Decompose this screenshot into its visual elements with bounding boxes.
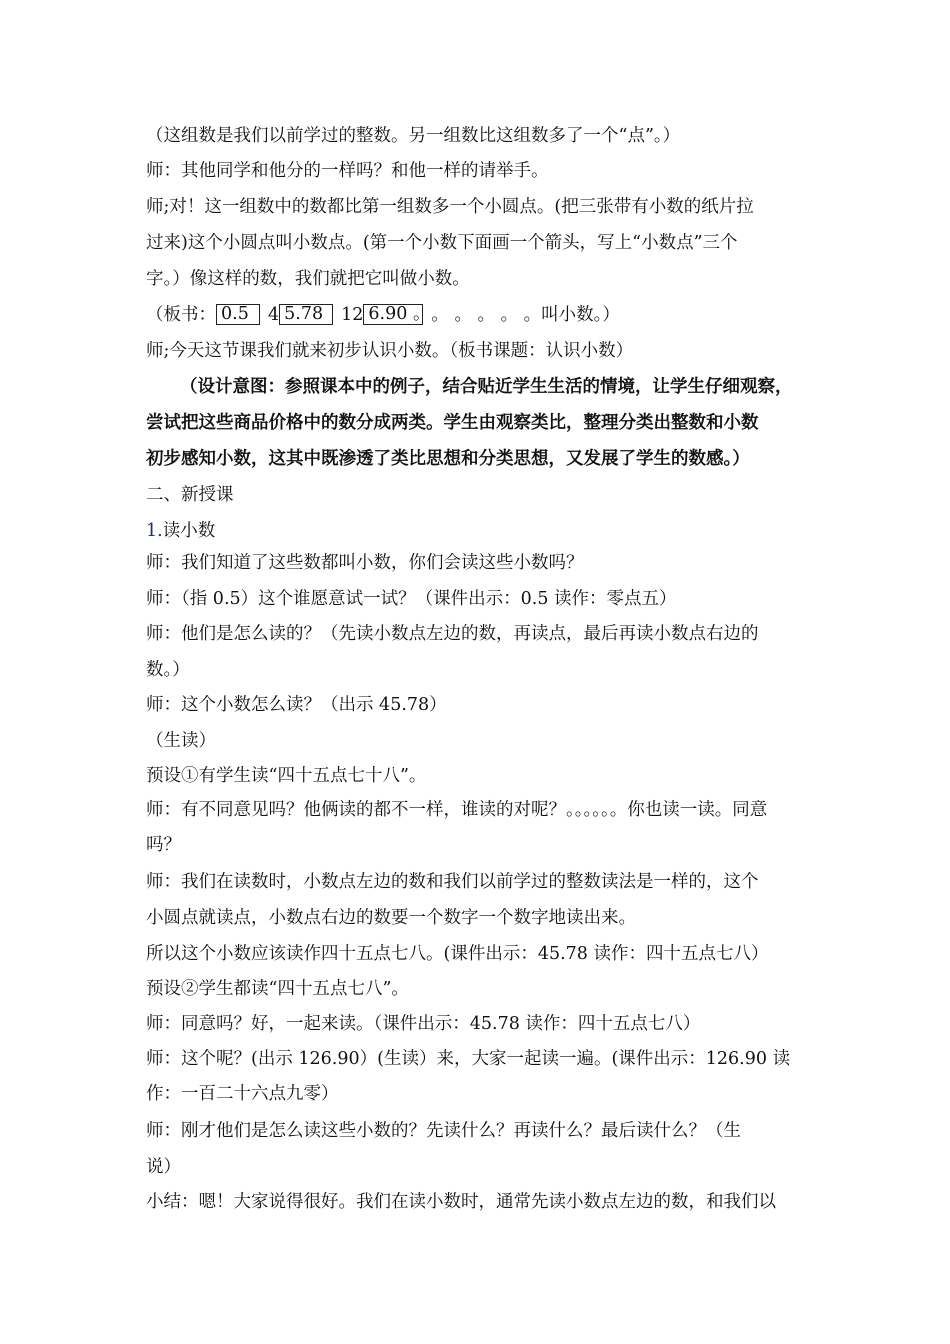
board-text: 12 — [341, 305, 364, 325]
design-intent-line: 尝试把这些商品价格中的数分成两类。学生由观察类比，整理分类出整数和小数 — [146, 413, 759, 433]
text-line: （这组数是我们以前学过的整数。另一组数比这组数多了一个“点”。） — [146, 126, 681, 146]
board-box-1: 0.5 — [216, 304, 260, 325]
text-line: 作：一百二十六点九零） — [146, 1084, 339, 1104]
subsection-heading — [146, 520, 215, 542]
text-line: 师：我们知道了这些数都叫小数，你们会读这些小数吗？ — [146, 553, 584, 573]
text-line: 师：其他同学和他分的一样吗？和他一样的请举手。 — [146, 161, 549, 181]
design-intent-line: （设计意图：参照课本中的例子，结合贴近学生生活的情境，让学生仔细观察， — [180, 377, 793, 397]
text-line: 说） — [146, 1157, 181, 1177]
text-line: 所以这个小数应该读作四十五点七八。(课件出示：45.78 读作：四十五点七八） — [146, 944, 769, 964]
board-prefix: （板书： — [146, 305, 216, 325]
design-intent-line: 初步感知小数，这其中既渗透了类比思想和分类思想，又发展了学生的数感。） — [146, 449, 750, 469]
text-line: 过来)这个小圆点叫小数点。(第一个小数下面画一个箭头，写上“小数点”三个 — [146, 233, 738, 253]
text-line: 师：有不同意见吗？他俩读的都不一样，谁读的对呢？。。。。。。你也读一读。同意 — [146, 800, 768, 820]
text-line: 吗？ — [146, 835, 181, 855]
text-line: 字。）像这样的数，我们就把它叫做小数。 — [146, 269, 470, 289]
text-line: 师;今天这节课我们就来初步认识小数。（板书课题：认识小数） — [146, 341, 634, 361]
text-line: 师：（指 0.5）这个谁愿意试一试？（课件出示：0.5 读作：零点五） — [146, 589, 677, 609]
subsection-title: 读小数 — [162, 521, 216, 541]
text-line: 师：我们在读数时，小数点左边的数和我们以前学过的整数读法是一样的，这个 — [146, 872, 759, 892]
text-line: 师;对！这一组数中的数都比第一组数多一个小圆点。(把三张带有小数的纸片拉 — [146, 197, 754, 217]
board-line — [146, 304, 620, 326]
text-line: 小圆点就读点，小数点右边的数要一个数字一个数字地读出来。 — [146, 908, 636, 928]
text-line: 师：这个小数怎么读？（出示 45.78） — [146, 695, 447, 715]
text-line: 数。） — [146, 660, 190, 680]
board-text: 4 — [268, 305, 280, 325]
text-line: 预设①有学生读“四十五点七十八”。 — [146, 766, 427, 786]
text-line: （生读） — [146, 731, 216, 751]
text-line: 小结：嗯！大家说得很好。我们在读小数时，通常先读小数点左边的数，和我们以 — [146, 1192, 776, 1212]
subsection-number: 1. — [146, 521, 163, 541]
text-line: 师：同意吗？好，一起来读。（课件出示：45.78 读作：四十五点七八） — [146, 1014, 701, 1034]
section-heading: 二、新授课 — [146, 485, 234, 505]
board-box-2: 5.78 — [279, 304, 333, 325]
text-line: 师：这个呢？(出示 126.90）(生读）来，大家一起读一遍。(课件出示：126.90 读 — [146, 1049, 791, 1069]
board-suffix: 。 。 。 。 。叫小数。） — [431, 305, 620, 325]
text-line: 预设②学生都读“四十五点七八”。 — [146, 979, 409, 999]
board-box-3: 6.90 。 — [363, 304, 423, 325]
text-line: 师：他们是怎么读的？（先读小数点左边的数，再读点，最后再读小数点右边的 — [146, 624, 759, 644]
text-line: 师：刚才他们是怎么读这些小数的？先读什么？再读什么？最后读什么？（生 — [146, 1121, 741, 1141]
